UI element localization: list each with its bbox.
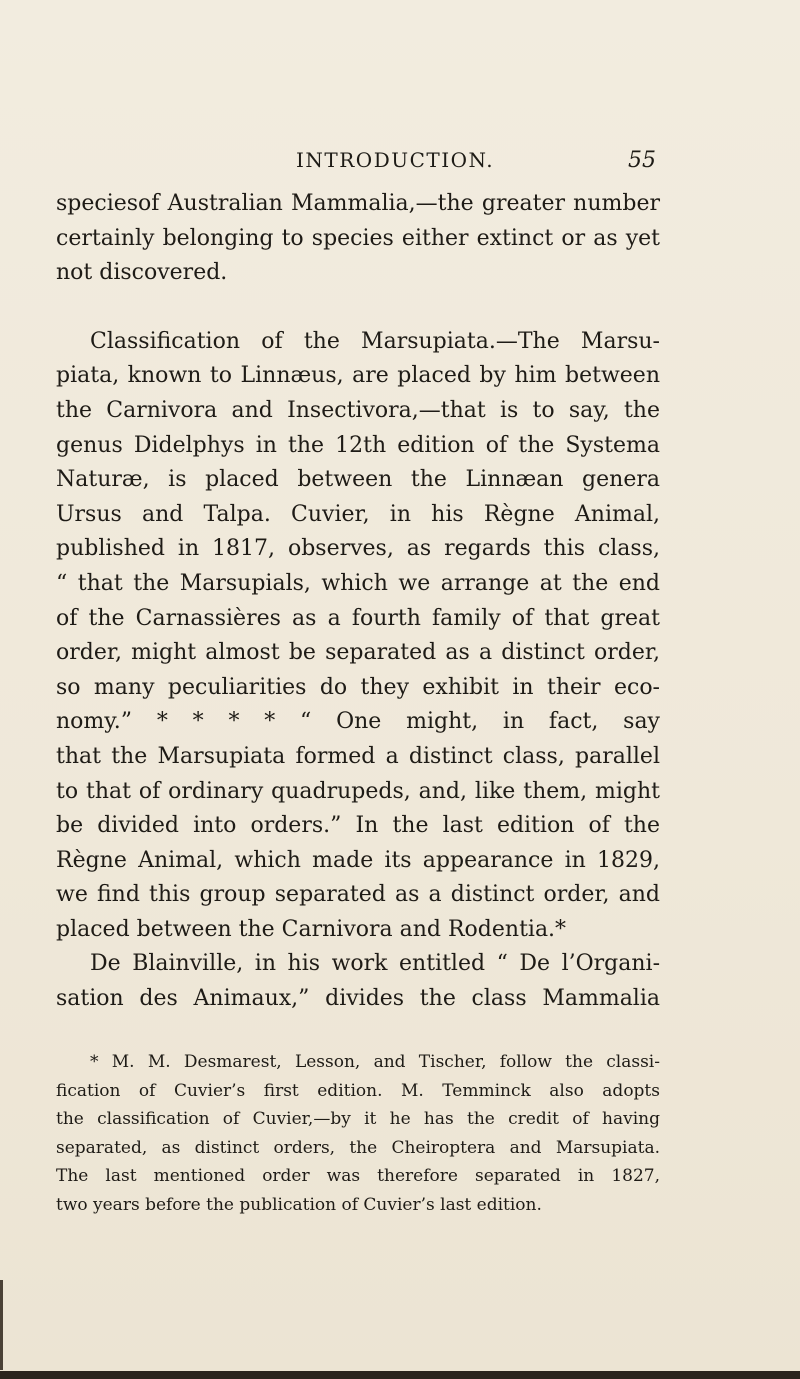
text-line: so many peculiarities do they exhibit in their eco- bbox=[56, 674, 660, 700]
text-line: “ that the Marsupials, which we arrange at the end bbox=[56, 570, 660, 596]
text-line: sation des Animaux,” divides the class Mammalia bbox=[56, 986, 660, 1012]
text-line: published in 1817, observes, as regards this class, bbox=[56, 536, 660, 562]
text-line: to that of ordinary quadrupeds, and, like them, might bbox=[56, 778, 660, 804]
text-line: genus Didelphys in the 12th edition of the Systema bbox=[56, 432, 660, 458]
text-line: certainly belonging to species either extinct or as yet bbox=[56, 225, 660, 251]
footnote-line: two years before the publication of Cuvier’s last edition. bbox=[56, 1194, 542, 1215]
text-line: that the Marsupiata formed a distinct class, parallel bbox=[56, 743, 660, 769]
footnote-line: the classification of Cuvier,—by it he has the credit of having bbox=[56, 1109, 660, 1129]
page-header bbox=[56, 148, 656, 178]
text-line: of the Carnassières as a fourth family of that great bbox=[56, 605, 660, 631]
text-line: order, might almost be separated as a distinct order, bbox=[56, 640, 660, 666]
footnote-line: * M. M. Desmarest, Lesson, and Tischer, follow the classi- bbox=[90, 1052, 660, 1072]
text-line: the Carnivora and Insectivora,—that is to say, the bbox=[56, 397, 660, 423]
page-bottom-edge bbox=[0, 1371, 800, 1379]
text-line: speciesof Australian Mammalia,—the greater number bbox=[56, 191, 660, 216]
text-line: De Blainville, in his work entitled “ De l’Organi- bbox=[90, 951, 660, 977]
text-line: piata, known to Linnæus, are placed by him between bbox=[56, 363, 660, 389]
text-line: be divided into orders.” In the last edition of the bbox=[56, 813, 660, 839]
main-text bbox=[56, 187, 660, 1017]
text-line: we find this group separated as a distinct order, and bbox=[56, 882, 660, 908]
page-number: 55 bbox=[628, 148, 656, 173]
page-edge-shadow bbox=[0, 1280, 3, 1370]
footnote bbox=[56, 1048, 660, 1219]
text-line: Naturæ, is placed between the Linnæan genera bbox=[56, 467, 660, 493]
text-line: Ursus and Talpa. Cuvier, in his Règne Animal, bbox=[56, 501, 660, 527]
section-heading-line: Classification of the Marsupiata.—The Marsu- bbox=[90, 328, 660, 354]
running-title: INTRODUCTION. bbox=[296, 148, 495, 172]
text-line: not discovered. bbox=[56, 260, 228, 286]
text-line: Règne Animal, which made its appearance in 1829, bbox=[56, 847, 660, 873]
text-line: placed between the Carnivora and Rodentia.* bbox=[56, 916, 567, 942]
footnote-line: fication of Cuvier’s first edition. M. Temminck also adopts bbox=[56, 1080, 660, 1101]
footnote-line: separated, as distinct orders, the Cheiroptera and Marsupiata. bbox=[56, 1137, 660, 1158]
text-line: nomy.” * * * * “ One might, in fact, say bbox=[56, 709, 660, 735]
footnote-line: The last mentioned order was therefore separated in 1827, bbox=[56, 1166, 660, 1186]
